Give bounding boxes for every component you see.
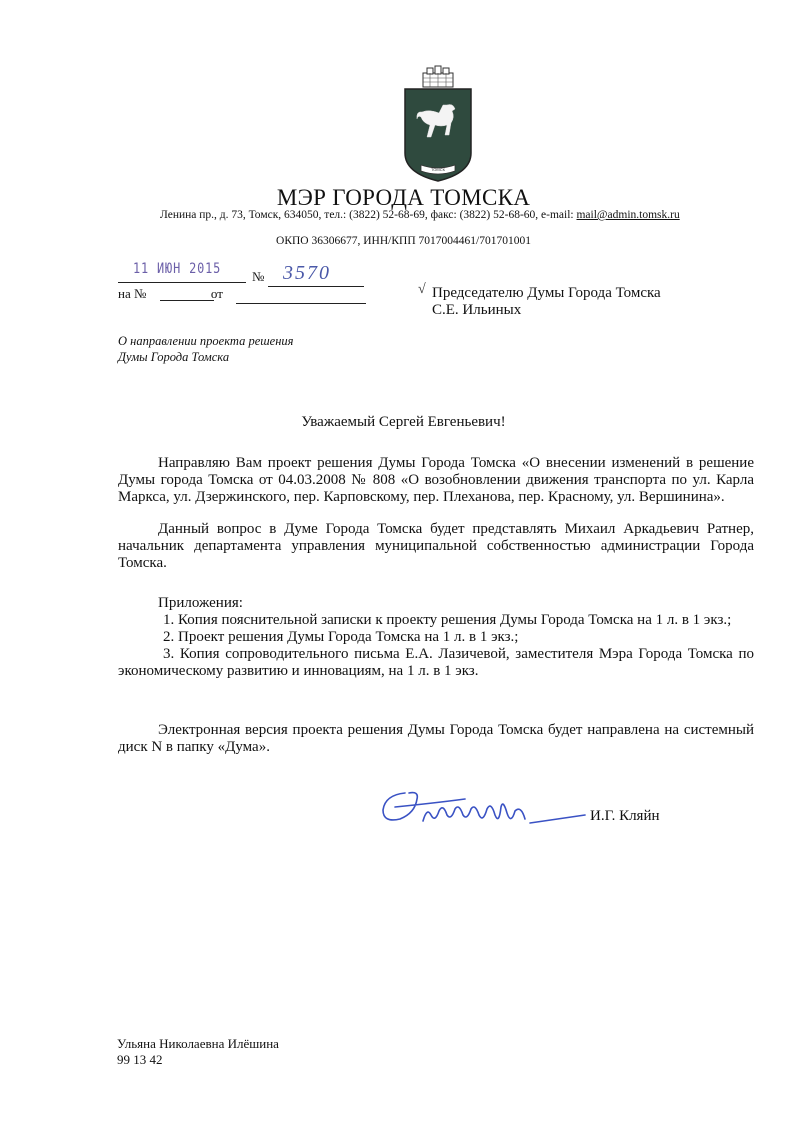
ref-date-underline bbox=[236, 303, 366, 304]
paragraph-3: Электронная версия проекта решения Думы Города Томска будет направлена на системный диск N в папку «Дума». bbox=[118, 722, 754, 755]
attachment-item: 3. Копия сопроводительного письма Е.А. Лазичевой, заместителя Мэра Города Томска по экономическому развитию и инновациям, на 1 л. в 1 экз. bbox=[118, 646, 754, 679]
attachments-header: Приложения: bbox=[158, 595, 243, 611]
paragraph-1: Направляю Вам проект решения Думы Города Томска «О внесении изменений в решение Думы города Томска от 04.03.2008 № 808 «О возобновлении движения транспорта по ул. Карла Маркса, ул. Дзержинского, пер. Карповскому, пер. Плеханова, пер. Красному, ул. Вершинина». bbox=[118, 455, 754, 505]
number-underline bbox=[268, 286, 364, 287]
tomsk-coat-of-arms bbox=[403, 65, 473, 185]
subject-block bbox=[118, 333, 294, 365]
ref-number-underline bbox=[160, 300, 214, 301]
svg-text:ТОМСК: ТОМСК bbox=[431, 167, 445, 172]
date-underline bbox=[118, 282, 246, 283]
greeting: Уважаемый Сергей Евгеньевич! bbox=[301, 414, 506, 430]
registration-number: 3570 bbox=[283, 262, 331, 284]
subject-line-2: Думы Города Томска bbox=[118, 350, 230, 364]
attachments-list bbox=[118, 595, 754, 680]
addressee-title: Председателю Думы Города Томска bbox=[432, 285, 661, 301]
check-mark-icon: √ bbox=[418, 282, 426, 297]
address-text: Ленина пр., д. 73, Томск, 634050, тел.: (3822) 52-68-69, факс: (3822) 52-68-60, e-mail: bbox=[160, 209, 577, 221]
handwritten-signature bbox=[375, 785, 600, 830]
executor-name: Ульяна Николаевна Илёшина bbox=[117, 1036, 279, 1051]
number-label: № bbox=[252, 269, 265, 284]
signatory-name: И.Г. Кляйн bbox=[590, 808, 660, 824]
addressee-name: С.Е. Ильиных bbox=[432, 302, 522, 318]
ref-from: от bbox=[210, 286, 223, 301]
letterhead-address bbox=[160, 209, 680, 221]
ref-prefix: на № bbox=[118, 286, 147, 301]
letterhead-title: МЭР ГОРОДА ТОМСКА bbox=[276, 185, 531, 210]
date-stamp: 11 ИЮН 2015 bbox=[133, 261, 222, 277]
executor-block bbox=[117, 1036, 279, 1068]
attachment-item: 1. Копия пояснительной записки к проекту решения Думы Города Томска на 1 л. в 1 экз.; bbox=[163, 612, 732, 628]
email-link[interactable]: mail@admin.tomsk.ru bbox=[576, 209, 680, 221]
attachment-item: 2. Проект решения Думы Города Томска на 1 л. в 1 экз.; bbox=[163, 629, 519, 645]
subject-line-1: О направлении проекта решения bbox=[118, 334, 294, 348]
paragraph-2: Данный вопрос в Думе Города Томска будет представлять Михаил Аркадьевич Ратнер, начальник департамента управления муниципальной собственностью администрации Города Томска. bbox=[118, 521, 754, 571]
addressee-block bbox=[432, 285, 661, 319]
letterhead-okpo: ОКПО 36306677, ИНН/КПП 7017004461/701701001 bbox=[276, 235, 531, 247]
executor-phone: 99 13 42 bbox=[117, 1052, 163, 1067]
